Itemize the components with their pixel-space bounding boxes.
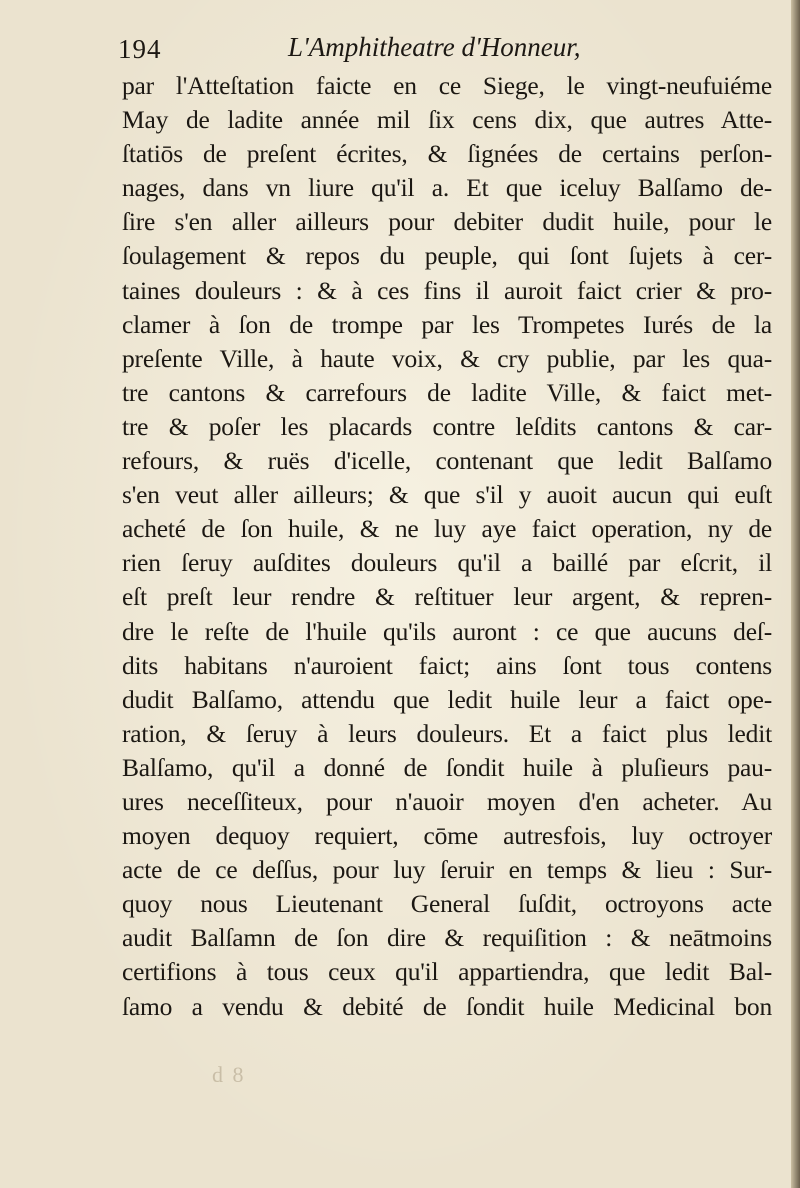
text-line: ration, & ſeruy à leurs douleurs. Et a faict plus ledit xyxy=(122,718,772,748)
text-line: tre & poſer les placards contre leſdits cantons & car- xyxy=(122,411,772,441)
text-line: dudit Balſamo, attendu que ledit huile leur a faict ope- xyxy=(122,684,772,714)
text-line: preſente Ville, à haute voix, & cry publie, par les qua- xyxy=(122,343,772,373)
text-line: taines douleurs : & à ces fins il auroit faict crier & pro- xyxy=(122,275,772,305)
text-line: nages, dans vn liure qu'il a. Et que iceluy Balſamo de- xyxy=(122,173,772,203)
text-line: acte de ce deſſus, pour luy ſeruir en temps & lieu : Sur- xyxy=(122,855,772,885)
text-line: ſire s'en aller ailleurs pour debiter dudit huile, pour le xyxy=(122,207,772,237)
body-text xyxy=(122,69,772,1024)
signature-mark: d 8 xyxy=(212,1062,246,1087)
text-line: ures neceſſiteux, pour n'auoir moyen d'en acheter. Au xyxy=(122,786,772,816)
text-line: Balſamo, qu'il a donné de ſondit huile à pluſieurs pau- xyxy=(122,752,772,782)
text-line: quoy nous Lieutenant General ſuſdit, octroyons acte xyxy=(122,889,772,919)
page-header xyxy=(118,30,638,70)
text-line: May de ladite année mil ſix cens dix, que autres Atte- xyxy=(122,105,772,135)
text-line: moyen dequoy requiert, cōme autresfois, luy octroyer xyxy=(122,821,772,851)
page-number: 194 xyxy=(118,34,162,64)
text-line: clamer à ſon de trompe par les Trompetes Iurés de la xyxy=(122,309,772,339)
text-line: dre le reſte de l'huile qu'ils auront : ce que aucuns deſ- xyxy=(122,616,772,646)
text-line: refours, & ruës d'icelle, contenant que ledit Balſamo xyxy=(122,446,772,476)
text-line: ſoulagement & repos du peuple, qui ſont ſujets à cer- xyxy=(122,241,772,271)
text-line: eſt preſt leur rendre & reſtituer leur argent, & repren- xyxy=(122,582,772,612)
text-line: s'en veut aller ailleurs; & que s'il y auoit aucun qui euſt xyxy=(122,480,772,510)
text-line: par l'Atteſtation faicte en ce Siege, le vingt-neufuiéme xyxy=(122,71,772,100)
text-line: ſamo a vendu & debité de ſondit huile Medicinal bon xyxy=(122,991,772,1021)
text-line: acheté de ſon huile, & ne luy aye faict operation, ny de xyxy=(122,514,772,544)
text-line: audit Balſamn de ſon dire & requiſition : & neātmoins xyxy=(122,923,772,953)
text-line: rien ſeruy auſdites douleurs qu'il a baillé par eſcrit, il xyxy=(122,548,772,578)
running-title: L'Amphitheatre d'Honneur, xyxy=(288,32,581,62)
text-line: ſtatiōs de preſent écrites, & ſignées de certains perſon- xyxy=(122,139,772,169)
text-line: dits habitans n'auroient faict; ains ſont tous contens xyxy=(122,650,772,680)
text-line: tre cantons & carrefours de ladite Ville, & faict met- xyxy=(122,377,772,407)
page-edge xyxy=(791,0,800,1188)
text-line: certifions à tous ceux qu'il appartiendra, que ledit Bal- xyxy=(122,957,772,987)
